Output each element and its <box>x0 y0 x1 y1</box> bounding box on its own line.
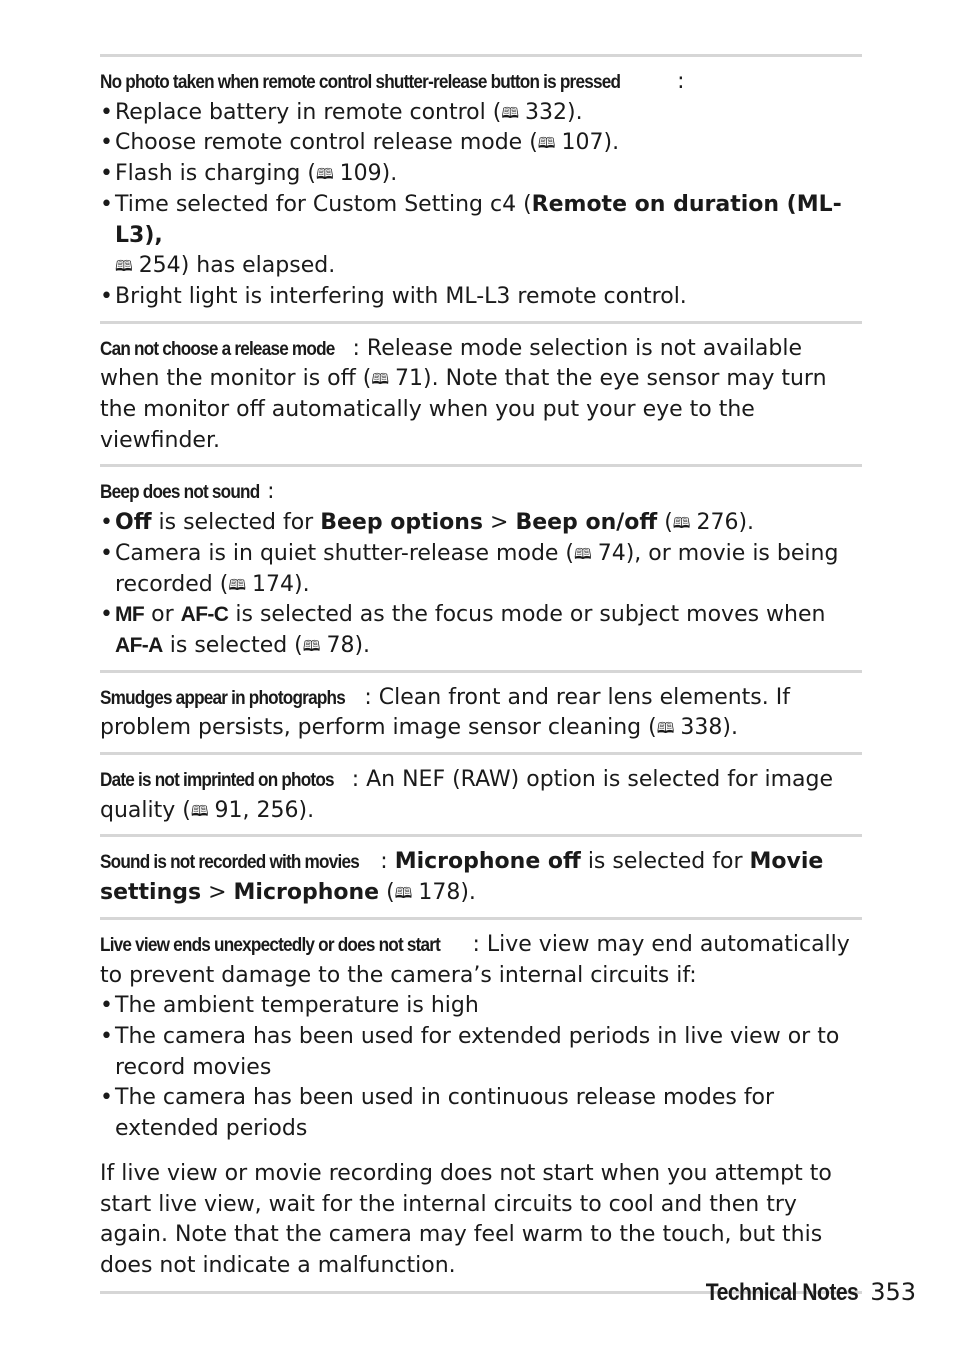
entry-beep: Beep does not sound : • Off is selected for Beep options > Beep on/off (🕮 276). • Camera is in quiet shutter-release mode (🕮 74), or movie is being recorded (🕮 174). • MF or AF-C is selected as the focus mode or subject moves when AF-A is selected (🕮 78). <box>100 464 862 669</box>
entry-heading: Smudges appear in photographs <box>100 686 345 709</box>
list-item: • Camera is in quiet shutter-release mode (🕮 74), or movie is being recorded (🕮 174). <box>100 539 862 600</box>
book-reference-icon: 🕮 <box>574 544 591 563</box>
entry-heading: Date is not imprinted on photos <box>100 769 334 792</box>
list-item: • MF or AF-C is selected as the focus mode or subject moves when AF-A is selected (🕮 78). <box>100 600 862 661</box>
page-number: 353 <box>870 1278 916 1306</box>
book-reference-icon: 🕮 <box>228 575 246 594</box>
book-reference-icon: 🕮 <box>115 257 132 276</box>
book-reference-icon: 🕮 <box>537 134 555 153</box>
entry-heading: No photo taken when remote control shutter-release button is pressed <box>100 71 621 93</box>
list-item: • Choose remote control release mode (🕮 107). <box>100 128 862 159</box>
entry-smudges: Smudges appear in photographs : Clean front and rear lens elements. If problem persists, perform image sensor cleaning (🕮 338). <box>100 670 862 752</box>
entry-heading: Can not choose a release mode <box>100 337 335 360</box>
list-item: • Time selected for Custom Setting c4 (Remote on duration (ML-L3), 🕮 254) has elapsed. <box>100 190 862 282</box>
entry-remote-control: No photo taken when remote control shutter-release button is pressed : • Replace battery in remote control (🕮 332). • Choose remote control release mode (🕮 107). • Flash is charging (🕮 109). • Time selected for Custom Setting c4 (Remote on duration (ML-L3), 🕮 254) has elapsed. • Bright light is interfering with ML-L3 remote control. <box>100 54 862 321</box>
book-reference-icon: 🕮 <box>190 801 208 820</box>
list-item: • Off is selected for Beep options > Beep on/off (🕮 276). <box>100 508 862 539</box>
book-reference-icon: 🕮 <box>656 719 674 738</box>
list-item: • The camera has been used for extended periods in live view or to record movies <box>100 1022 862 1083</box>
book-reference-icon: 🕮 <box>501 103 519 122</box>
book-reference-icon: 🕮 <box>672 514 690 533</box>
book-reference-icon: 🕮 <box>394 884 412 903</box>
book-reference-icon: 🕮 <box>302 636 320 655</box>
bullet-list <box>100 98 862 313</box>
live-view-note: If live view or movie recording does not start when you attempt to start live view, wait for the internal circuits to cool and then try again. Note that the camera may feel warm to the touch, but this does not indicate a malfunction. <box>100 1160 832 1278</box>
list-item: • The camera has been used in continuous release modes for extended periods <box>100 1083 862 1144</box>
entry-live-view: Live view ends unexpectedly or does not start : Live view may end automatically to prevent damage to the camera’s internal circuits if: • The ambient temperature is high • The camera has been used for extended periods in live view or to record movies • The camera has been used in continuous release modes for extended periods If live view or movie recording does not start when you attempt to start live view, wait for the internal circuits to cool and then try again. Note that the camera may feel warm to the touch, but this does not indicate a malfunction. <box>100 917 862 1294</box>
entry-heading: Beep does not sound <box>100 481 260 504</box>
book-reference-icon: 🕮 <box>371 370 389 389</box>
list-item: • Replace battery in remote control (🕮 332). <box>100 98 862 129</box>
entry-release-mode: Can not choose a release mode : Release mode selection is not available when the monitor is off (🕮 71). Note that the eye sensor may turn the monitor off automatically when you put your eye to the viewfinder. <box>100 321 862 465</box>
page-footer <box>685 1278 916 1307</box>
entry-sound-movies: Sound is not recorded with movies : Microphone off is selected for Movie settings > Microphone (🕮 178). <box>100 834 862 916</box>
bullet-list <box>100 508 862 662</box>
bullet-list <box>100 991 862 1145</box>
entry-date-imprint: Date is not imprinted on photos : An NEF (RAW) option is selected for image quality (🕮 91, 256). <box>100 752 862 834</box>
list-item: • Flash is charging (🕮 109). <box>100 159 862 190</box>
troubleshooting-content <box>100 54 862 1294</box>
list-item: • The ambient temperature is high <box>100 991 862 1022</box>
list-item: • Bright light is interfering with ML-L3 remote control. <box>100 282 862 313</box>
entry-heading: Live view ends unexpectedly or does not start <box>100 933 441 956</box>
section-title: Technical Notes <box>706 1279 859 1306</box>
book-reference-icon: 🕮 <box>315 165 333 184</box>
entry-heading: Sound is not recorded with movies <box>100 851 359 874</box>
